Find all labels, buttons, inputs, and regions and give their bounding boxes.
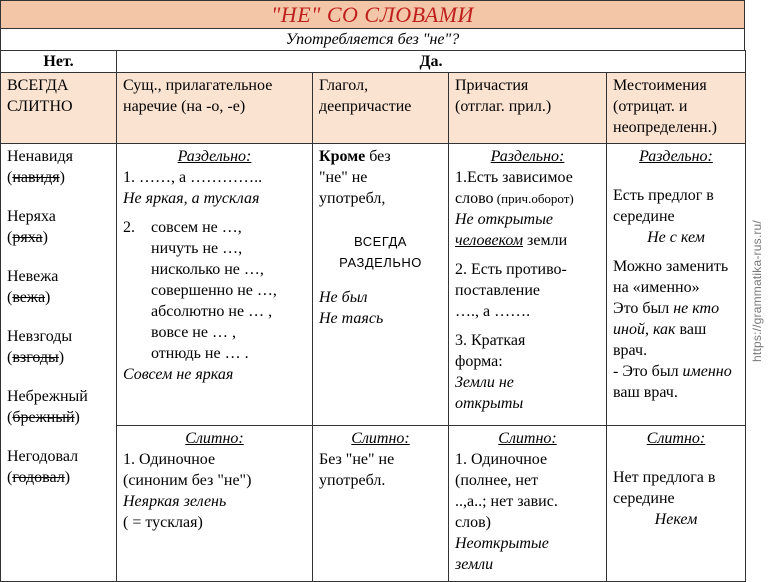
header-verb: Глагол, деепричастие (313, 73, 449, 144)
header-pronoun: Местоимения (отрицат. и неопределенн.) (607, 73, 746, 144)
page-title: "НЕ" СО СЛОВАМИ (271, 2, 474, 27)
word-item: Ненавидя (навидя) (7, 148, 73, 186)
answer-yes: Да. (117, 51, 746, 73)
watermark-url: https://grammatika-rus.ru/ (749, 220, 764, 362)
participle-separate: Раздельно: 1.Есть зависимое слово (прич.оборот) Не открытые человеком земли 2. Есть противо- поставление …., а ……. 3. Краткая форма: Земли не открыты (449, 144, 607, 426)
site-watermark (745, 0, 768, 582)
answer-no: Нет. (1, 51, 117, 73)
word-item: Невежа (вежа) (7, 268, 59, 306)
verb-together: Слитно: Без "не" не употребл. (313, 426, 449, 582)
title-bar (0, 0, 745, 28)
header-always: ВСЕГДА СЛИТНО (1, 73, 117, 144)
word-item: Небрежный (брежный) (7, 388, 88, 426)
header-participle: Причастия (отглаг. прил.) (449, 73, 607, 144)
nouns-separate: Раздельно: 1. ……, а ………….. Не яркая, а тусклая 2. совсем не …, ничуть не …, нисколько не …, совершенно не …, абсолютно не … , вовсе не … , отнюдь не … . Совсем не яркая (117, 144, 313, 426)
always-together-words (1, 144, 117, 582)
question-text: Употребляется без "не"? (285, 31, 460, 48)
participle-together: Слитно: 1. Одиночное (полнее, нет ..,а..; нет завис. слов) Неоткрытые земли (449, 426, 607, 582)
answer-row (1, 51, 746, 73)
rules-grid (0, 50, 746, 582)
always-separate-note: ВСЕГДА (354, 234, 407, 249)
pronoun-together: Слитно: Нет предлога в середине Некем (607, 426, 746, 582)
pronoun-separate: Раздельно: Есть предлог в середине Не с кем Можно заменить на «именно» Это был не кто иной, как ваш врач. - Это был именно ваш врач. (607, 144, 746, 426)
nouns-together: Слитно: 1. Одиночное (синоним без "не") Неяркая зелень ( = тусклая) (117, 426, 313, 582)
word-item: Невзгоды (взгоды) (7, 328, 73, 366)
verb-separate: Кроме без "не" не употребл, ВСЕГДА РАЗДЕЛЬНО Не был Не таясь (313, 144, 449, 426)
question-bar (0, 28, 745, 51)
header-row (1, 73, 746, 144)
word-item: Негодовал (годовал) (7, 448, 79, 486)
word-item: Неряха (ряха) (7, 208, 56, 246)
header-nouns: Сущ., прилагательное наречие (на -о, -е) (117, 73, 313, 144)
separate-row (1, 144, 746, 426)
